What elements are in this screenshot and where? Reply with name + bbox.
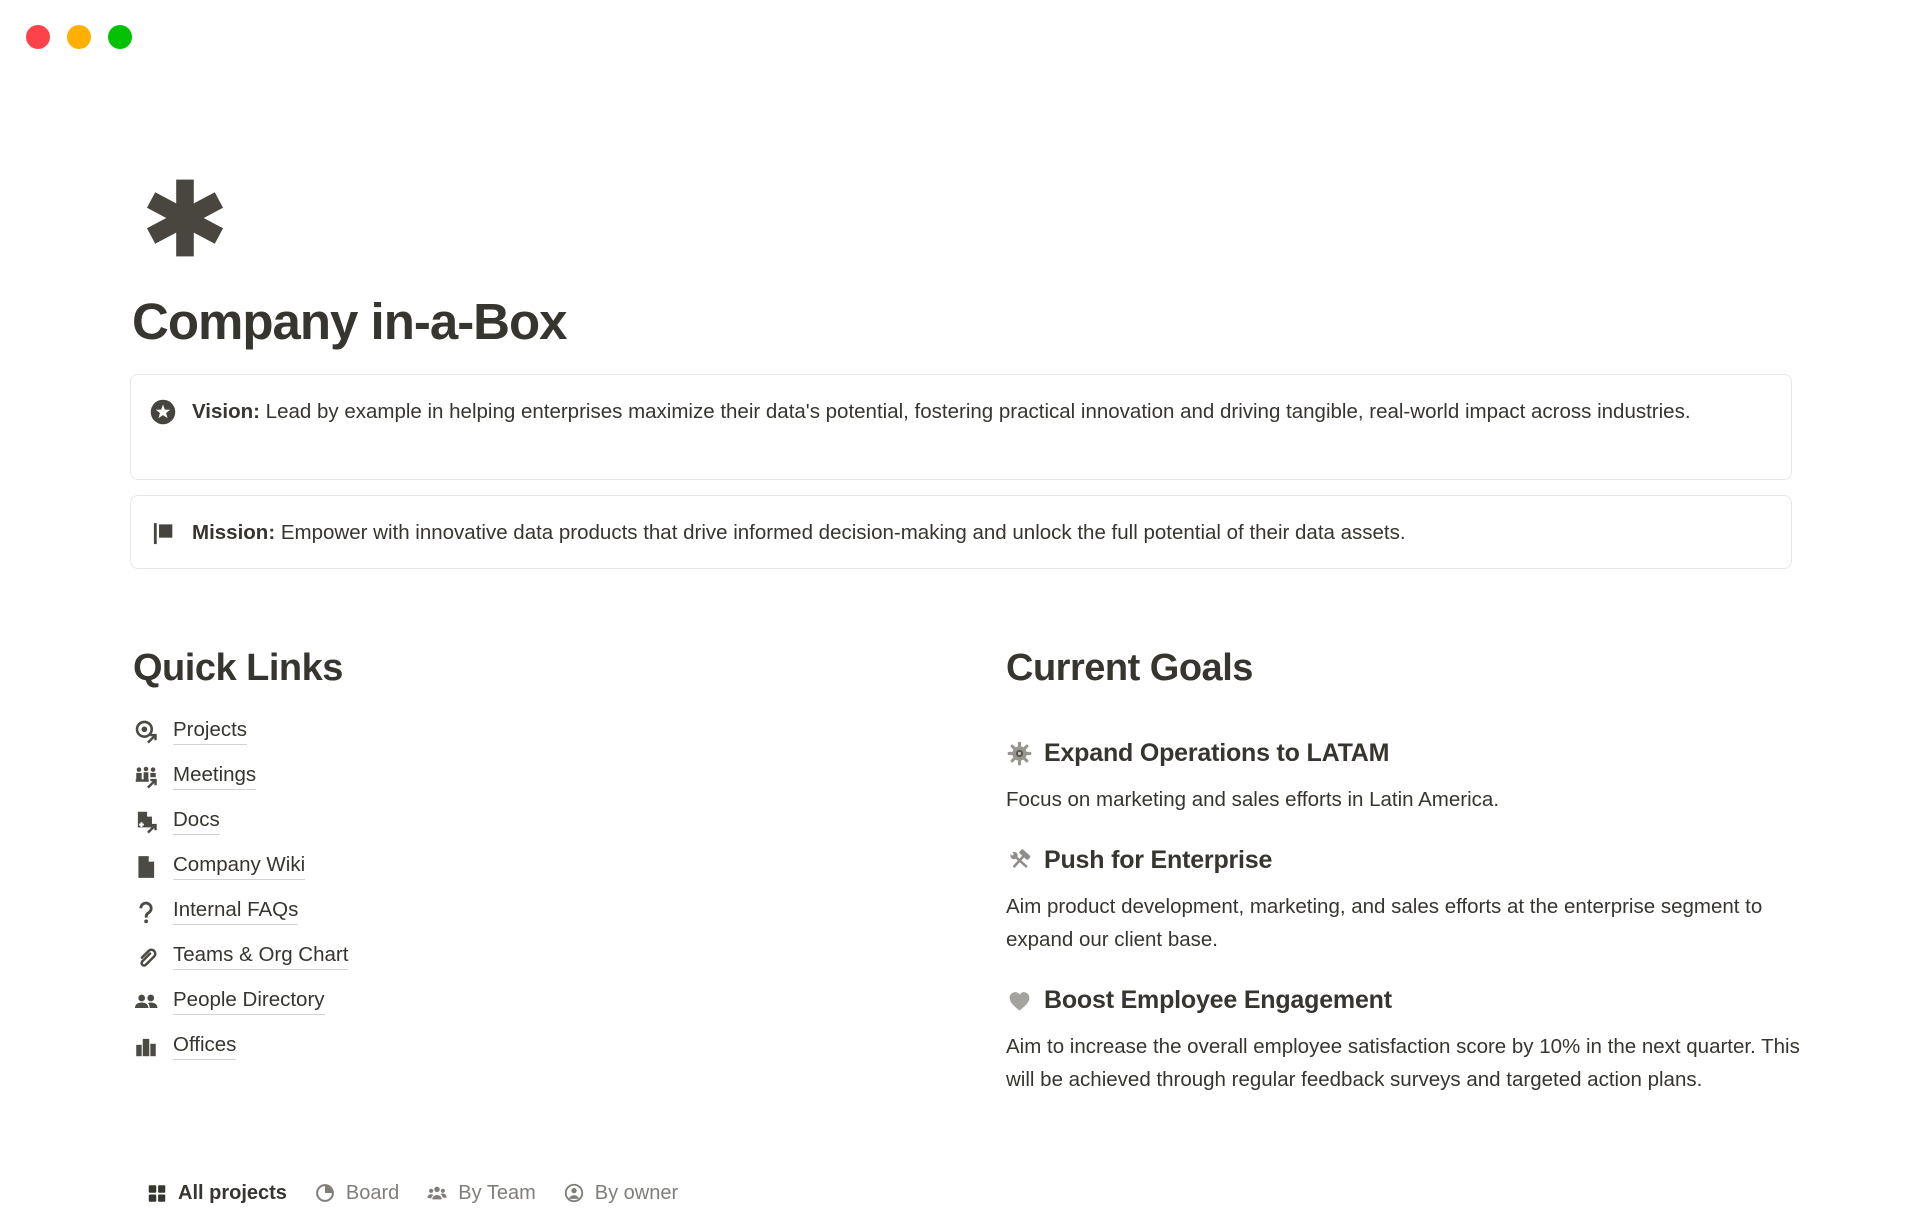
current-goals-section [1006, 645, 1812, 1096]
mission-callout [130, 495, 1792, 569]
flag-icon [149, 519, 177, 547]
building-icon [133, 1034, 159, 1060]
link-teams-org-chart[interactable]: Teams & Org Chart [133, 934, 893, 979]
minimize-window-button[interactable] [67, 25, 91, 49]
tab-board[interactable]: Board [314, 1176, 399, 1210]
link-offices[interactable]: Offices [133, 1024, 893, 1069]
goal-boost-engagement [1006, 986, 1812, 1096]
database-view-tabs [146, 1176, 678, 1210]
mission-label: Mission: [192, 521, 276, 544]
board-icon [314, 1182, 336, 1204]
link-internal-faqs[interactable]: Internal FAQs [133, 889, 893, 934]
vision-callout [130, 374, 1792, 480]
grid-icon [146, 1182, 168, 1204]
people-icon [133, 989, 159, 1015]
tab-all-projects[interactable]: All projects [146, 1176, 287, 1210]
link-projects[interactable]: Projects [133, 709, 893, 754]
paperclip-icon [133, 944, 159, 970]
tab-by-owner[interactable]: By owner [563, 1176, 678, 1210]
vision-text: Vision: Lead by example in helping enterprises maximize their data's potential, fostering practical innovation and driving tangible, real-world impact across industries. [192, 400, 1691, 423]
link-company-wiki[interactable]: Company Wiki [133, 844, 893, 889]
meeting-link-icon [133, 764, 159, 790]
mission-text: Mission: Empower with innovative data products that drive informed decision-making and unlock the full potential of their data assets. [192, 521, 1406, 544]
goal-description: Focus on marketing and sales efforts in Latin America. [1006, 788, 1500, 811]
page-icon [133, 854, 159, 880]
doc-link-icon [133, 809, 159, 835]
goal-title: Expand Operations to LATAM [1044, 739, 1390, 767]
goal-description: Aim to increase the overall employee satisfaction score by 10% in the next quarter. This will be achieved through regular feedback surveys and targeted action plans. [1006, 1035, 1800, 1091]
zoom-window-button[interactable] [108, 25, 132, 49]
goal-push-enterprise [1006, 846, 1812, 956]
quick-links-list [133, 709, 893, 1069]
target-link-icon [133, 719, 159, 745]
link-meetings[interactable]: Meetings [133, 754, 893, 799]
window-controls [26, 25, 132, 49]
asterisk-icon[interactable] [145, 176, 225, 260]
tools-icon [1006, 847, 1033, 874]
quick-links-section [133, 645, 893, 1069]
link-docs[interactable]: Docs [133, 799, 893, 844]
tab-by-team[interactable]: By Team [426, 1176, 535, 1210]
gear-icon [1006, 740, 1033, 767]
goal-title: Boost Employee Engagement [1044, 986, 1392, 1014]
page-title: Company in-a-Box [132, 293, 567, 350]
link-people-directory[interactable]: People Directory [133, 979, 893, 1024]
close-window-button[interactable] [26, 25, 50, 49]
star-circle-icon [149, 398, 177, 426]
current-goals-heading: Current Goals [1006, 647, 1253, 689]
vision-label: Vision: [192, 400, 260, 423]
goal-description: Aim product development, marketing, and sales efforts at the enterprise segment to expand our client base. [1006, 895, 1763, 951]
gray-heart-icon [1006, 987, 1033, 1014]
goal-expand-latam [1006, 739, 1812, 816]
owner-icon [563, 1182, 585, 1204]
quick-links-heading: Quick Links [133, 647, 343, 689]
goal-title: Push for Enterprise [1044, 846, 1273, 874]
question-icon [133, 899, 159, 925]
team-icon [426, 1182, 448, 1204]
